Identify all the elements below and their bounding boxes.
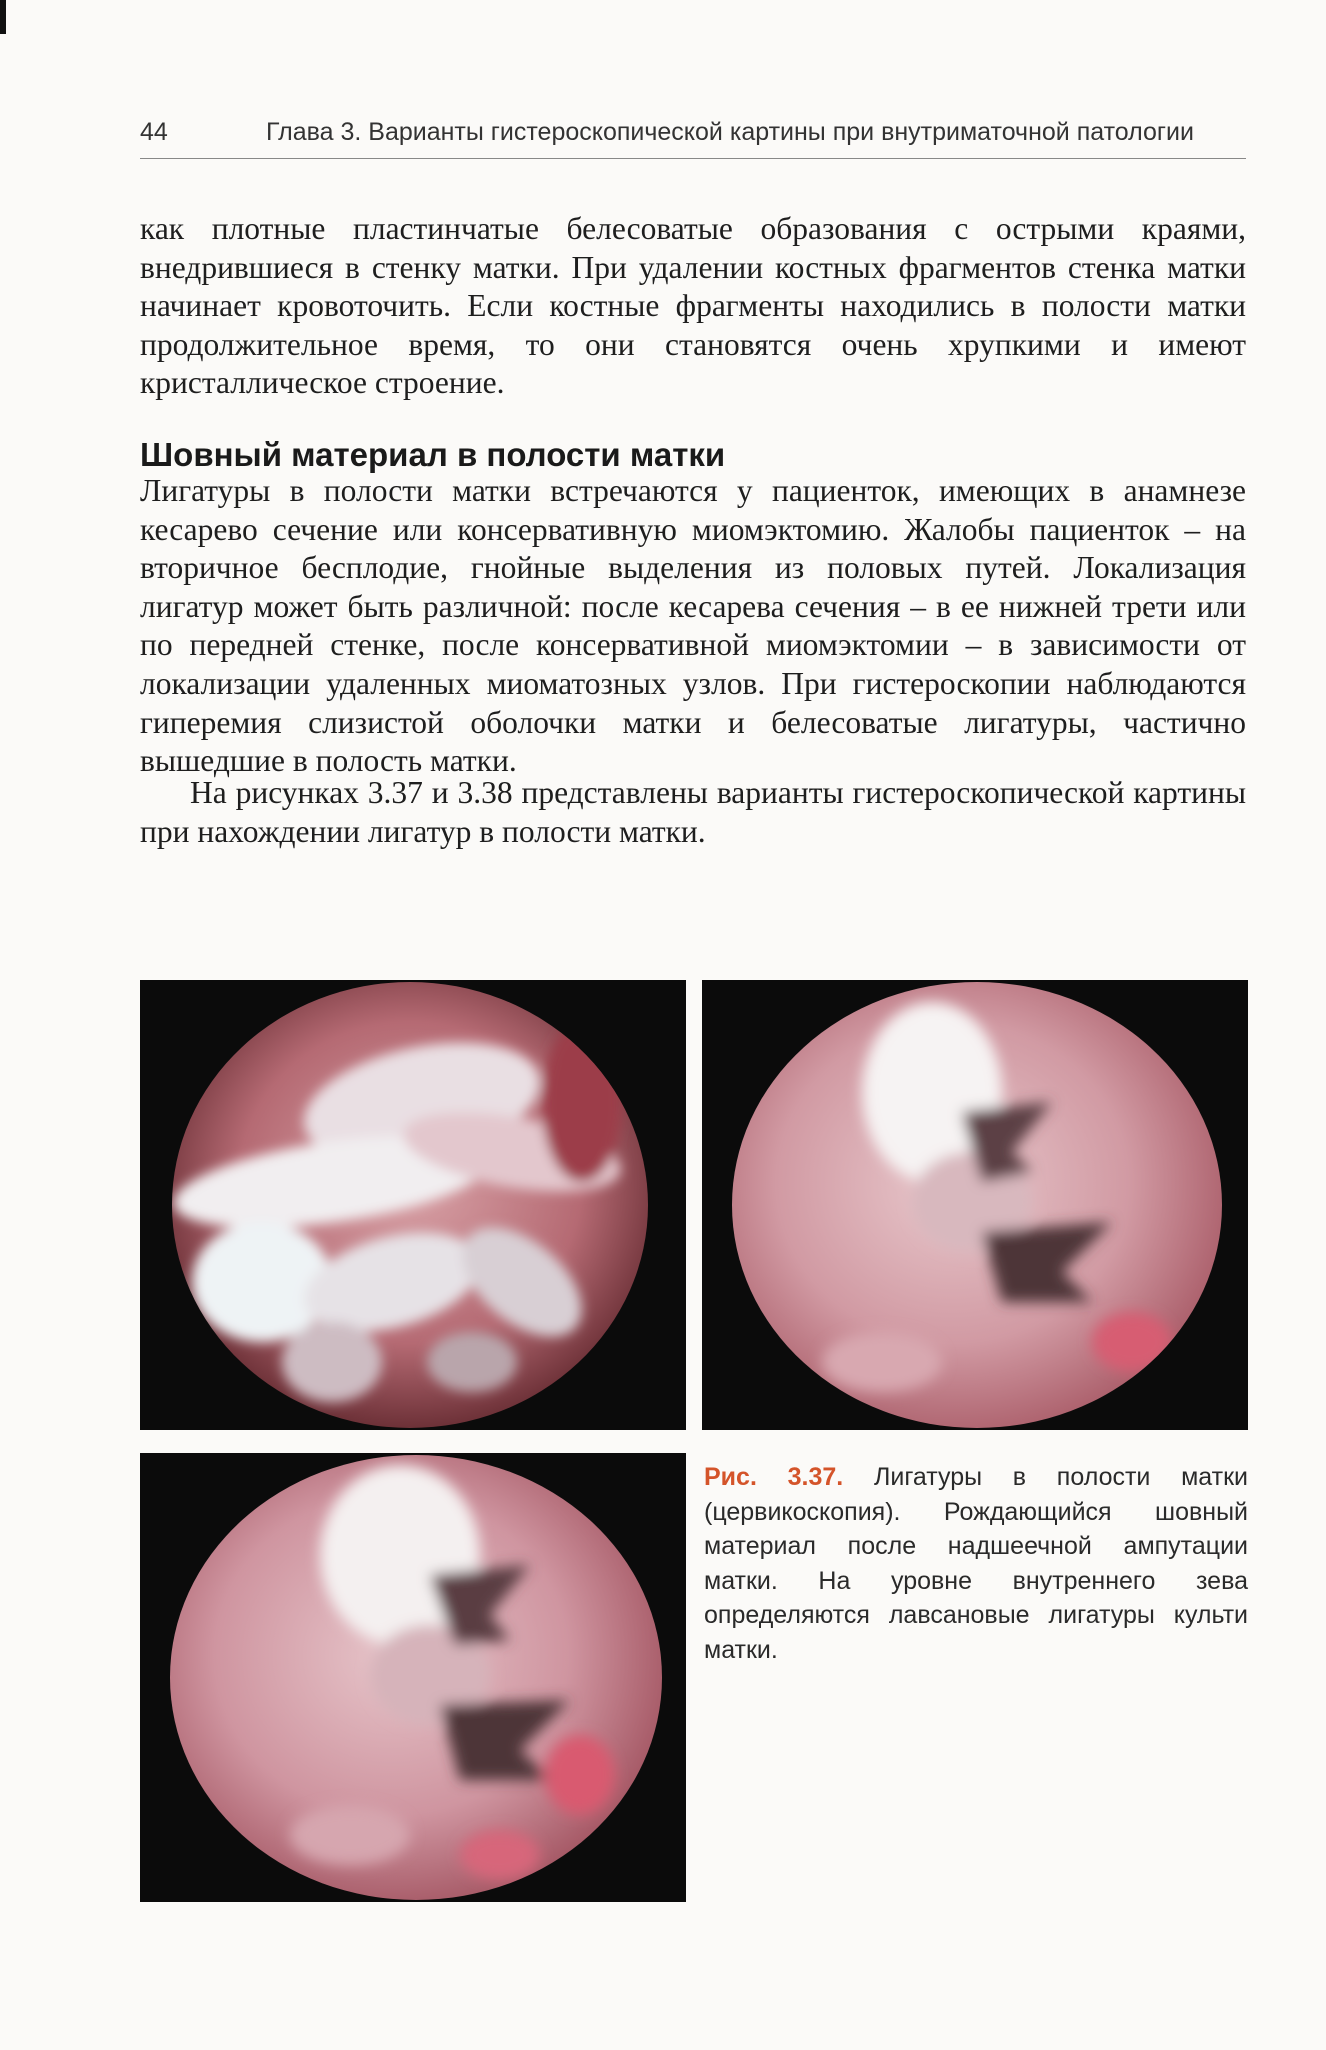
body-paragraph-2: Лигатуры в полости матки встречаются у пациенток, имеющих в анамнезе кесарево сечение или консервативную миомэктомию. Жалобы пациенток – на вторичное бесплодие, гнойные выделения из половых путей. Локализация лигатур может быть различной: после кесарева сечения – в ее нижней трети или по передней стенке, после консервативной миомэктомии – в зависимости от локализации удаленных миоматозных узлов. При гистероскопии наблюдаются гиперемия слизистой оболочки матки и белесоватые лигатуры, частично вышедшие в полость матки.	[140, 473, 1246, 779]
figure-caption	[704, 1460, 1248, 1668]
figure-caption-label: Рис. 3.37.	[704, 1463, 844, 1491]
endoscopy-view-3	[170, 1455, 662, 1900]
endoscopy-view-2	[732, 982, 1222, 1428]
chapter-title: Глава 3. Варианты гистероскопической картины при внутриматочной патологии	[266, 118, 1194, 146]
endoscopy-view-1	[172, 982, 648, 1428]
endoscopy-image-3	[140, 1453, 686, 1902]
page-number: 44	[140, 118, 168, 146]
section-heading: Шовный материал в полости матки	[140, 436, 726, 473]
endoscopy-image-1	[140, 980, 686, 1430]
endoscopy-image-2	[702, 980, 1248, 1430]
body-paragraph-3: На рисунках 3.37 и 3.38 представлены варианты гистероскопической картины при нахождении лигатур в полости матки.	[140, 775, 1246, 849]
header-rule	[140, 158, 1246, 159]
page-edge-mark	[0, 0, 6, 34]
figure-caption-text: Лигатуры в полости матки (цервикоскопия). Рождающийся шовный материал после надшеечной ампутации матки. На уровне внутреннего зева определяются лавсановые лигатуры культи матки.	[704, 1463, 1249, 1664]
body-paragraph-1: как плотные пластинчатые белесоватые образования с острыми краями, внедрившиеся в стенку матки. При удалении костных фрагментов стенка матки начинает кровоточить. Если костные фрагменты находились в полости матки продолжительное время, то они становятся очень хрупкими и имеют кристаллическое строение.	[140, 211, 1246, 401]
